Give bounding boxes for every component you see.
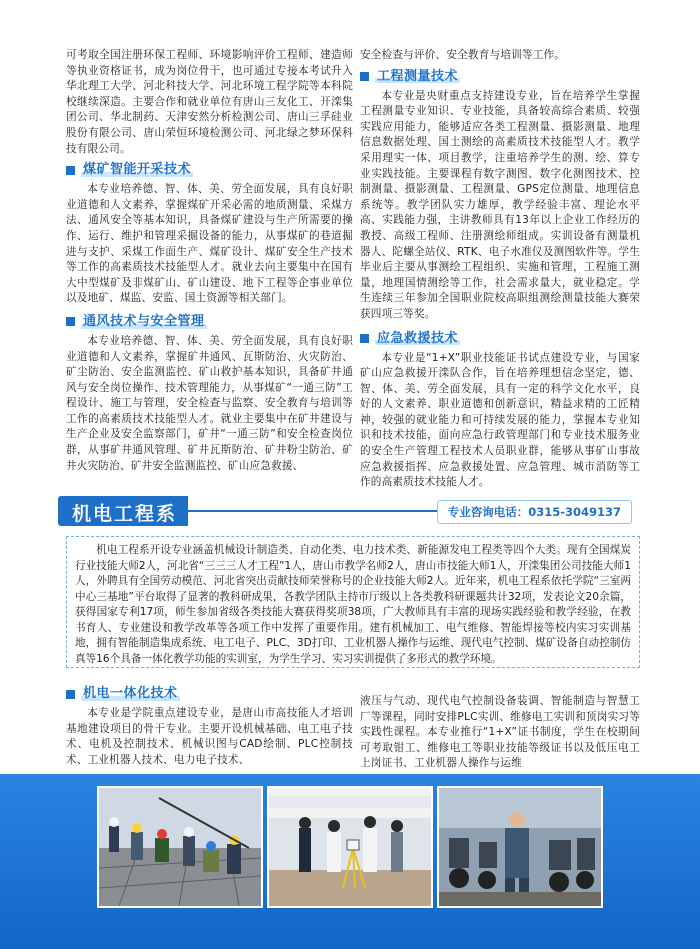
section-heading-emergency	[360, 329, 640, 349]
section-title: 应急救援技术	[377, 330, 459, 346]
left-column	[66, 48, 353, 474]
section-heading-mechatronics	[66, 684, 353, 704]
photo-construction-training	[97, 786, 263, 908]
department-intro-box	[66, 536, 640, 668]
section-body: 本专业是“1+X”职业技能证书试点建设专业，与国家矿山应急救援开滦队合作，旨在培养理想信念坚定，德、智、体、美、劳全面发展，具有一定的科学文化水平，良好的人文素养、职业道德和创新意识，精益求精的工匠精神，较强的就业能力和可持续发展的能力，掌握本专业知识和技术技能，面向应急行政管理部门和专业技术服务业的安全生产管理工程技术人员职业群，能够从事矿山事故应急救援指挥、应急救援处置、应急管理、城市消防等工作的高素质技术技能人才。	[360, 351, 640, 489]
photo-band	[0, 774, 700, 949]
department-intro: 机电工程系开设专业涵盖机械设计制造类、自动化类、电力技术类、新能源发电工程类等四个大类。现有全国煤炭行业技能大师2人，河北省“三三三人才工程”1人，唐山市教学名师2人，唐山市技能大师1人，开滦集团公司技能大师1人，外聘具有全国劳动模范、河北省突出贡献技师荣誉称号的企业技能大师2人。近年来，机电工程系依托学院“三室两中心三基地”平台取得了显著的教科研成果，各教学团队主持市厅级以上各类教科研课题共计32项，发表论文20余篇，获得国家专利17项，师生参加省级各类技能大赛获得奖项38项，广大教师具有丰富的现场实践经验和教学经验，在教书育人、专业建设和教学改革等各项工作中发挥了重要作用。建有机械加工、电气维修、智能焊接等校内实习实训基地，拥有智能制造集成系统、电工电子、PLC、3D打印、工业机器人操作与运维、现代电气控制、煤矿设备自动控制仿真等16个具备一体化教学功能的实训室，为学生学习、实习实训提供了多形式的教学环境。	[75, 544, 631, 665]
right-column	[360, 48, 640, 491]
section-body: 本专业是学院重点建设专业，是唐山市高技能人才培训基地建设项目的骨干专业。主要开设机械基础、电工电子技术、电机及控制技术、机械识图与CAD绘制、PLC控制技术、工业机器人技术、电力电子技术、	[66, 707, 353, 766]
square-bullet-icon	[66, 690, 75, 699]
bottom-right-column	[360, 694, 640, 772]
section-heading-mining	[66, 160, 353, 180]
continued-paragraph: 安全检查与评价、安全教育与培训等工作。	[360, 49, 566, 61]
square-bullet-icon	[360, 334, 369, 343]
square-bullet-icon	[66, 317, 75, 326]
department-banner	[58, 496, 632, 526]
continued-paragraph: 液压与气动、现代电气控制设备装调、智能制造与智慧工厂等课程，同时安排PLC实训、维修电工实训和顶岗实习等实践性课程。本专业推行“1+X”证书制度，学生在校期间可考取钳工、维修电工等职业技能等级证书以及低压电工上岗证书、工业机器人操作与运维	[360, 695, 640, 770]
photo-workshop-training	[437, 786, 603, 908]
department-title: 机电工程系	[72, 503, 178, 525]
continued-paragraph: 可考取全国注册环保工程师、环境影响评价工程师、建造师等执业资格证书，成为岗位骨干，也可通过专接本考试升入华北理工大学、河北科技大学、河北环境工程学院等本科院校继续深造。主要合作和就业单位有唐山三友化工、开滦集团公司、华北制药、天津安然分析检测公司、唐山三孚硅业股份有限公司、唐山荣恒环境检测公司、河北绿之梦环保科技有限公司。	[66, 49, 353, 155]
section-title: 通风技术与安全管理	[83, 314, 205, 330]
consultation-phone: 专业咨询电话：0315-3049137	[437, 500, 632, 524]
section-body: 本专业培养德、智、体、美、劳全面发展，具有良好职业道德和人文素养，掌握煤矿开采必需的地质测量、采煤方法、通风安全等基本知识，具备煤矿建设与生产所需要的操作、运行、维护和管理采掘设备的能力，从事煤矿的巷道掘进与支护、采煤工作面生产、煤矿设计、煤矿安全生产技术等工作的高素质技术技能型人才。就业去向主要集中在国有大中型煤矿及非煤矿山、矿山建设、地下工程等企事业单位以及地矿、煤监、安监、国土资源等相关部门。	[66, 183, 353, 305]
section-title: 煤矿智能开采技术	[83, 162, 192, 178]
section-body: 本专业是央财重点支持建设专业，旨在培养学生掌握工程测量专业知识、专业技能，具备较高综合素质、较强实践应用能力，能够适应各类工程测量、摄影测量、地理信息数据处理、国土测绘的高素质技术技能型人才。教学采用理实一体、项目教学，注重培养学生的测、绘、算专业实践技能。主要课程有数字测图、数字化测图技术、控制测量、摄影测量、工程测量、GPS定位测量、地理信息系统等。教学团队实力雄厚，教学经验丰富、理论水平高、实践能力强，主讲教师具有13年以上企业工作经历的教授、高级工程师、注册测绘师组成。实训设备有测量机器人、陀螺全站仪、RTK、电子水准仪及测图软件等。学生毕业后主要从事测绘工程组织、实施和管理，工程施工测量，地理国情测绘等工作，社会需求量大，就业稳定。学生连续三年参加全国职业院校高职组测绘测量技能大赛荣获四项三等奖。	[360, 89, 640, 320]
square-bullet-icon	[360, 72, 369, 81]
square-bullet-icon	[66, 166, 75, 175]
photo-surveying-practice	[267, 786, 433, 908]
section-title: 机电一体化技术	[83, 686, 178, 702]
section-body: 本专业培养德、智、体、美、劳全面发展，具有良好职业道德和人文素养，掌握矿井通风、瓦斯防治、火灾防治、矿尘防治、安全监测监控、矿山救护基本知识，具备矿井通风与安全岗位操作、技术管理能力，从事煤矿“一通三防”工程设计、施工与管理，安全检查与监察、安全教育与培训等工作的高素质技术技能型人才。就业主要集中在矿井建设与生产企业及安全监察部门，矿井“一通三防”和安全检查岗位群，从事矿井通风管理、矿井瓦斯防治、矿井粉尘防治、矿井火灾防治、矿井安全监测监控、矿山应急救援、	[66, 334, 353, 472]
bottom-left-column	[66, 684, 353, 768]
section-title: 工程测量技术	[377, 68, 459, 84]
section-heading-surveying	[360, 67, 640, 87]
section-heading-ventilation	[66, 312, 353, 332]
